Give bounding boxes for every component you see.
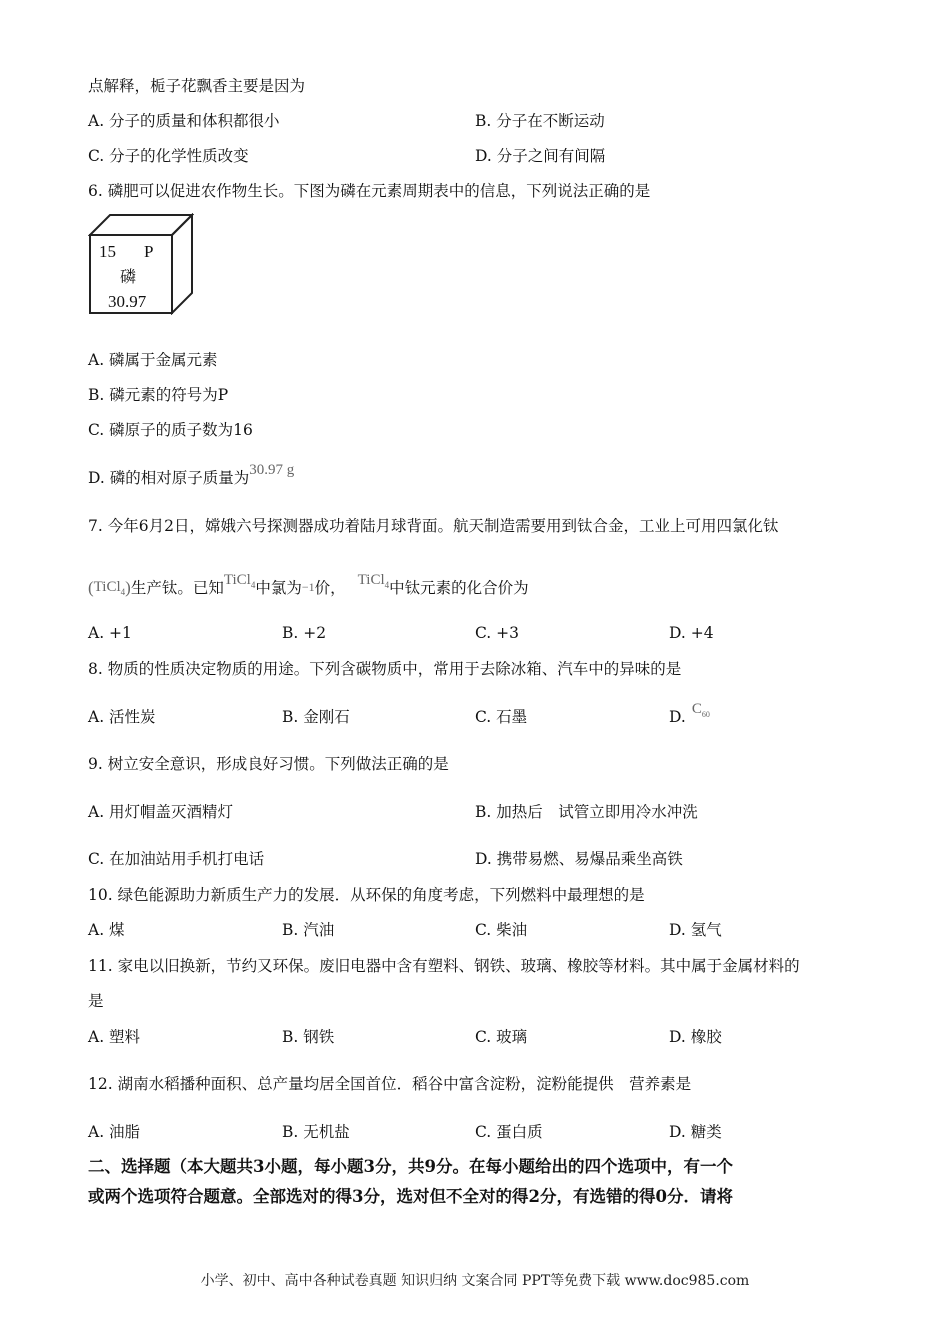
q7-option-b: B. +2 xyxy=(282,624,327,642)
q7-paren-close: ) xyxy=(125,578,131,597)
q8-option-b: B. 金刚石 xyxy=(282,708,350,726)
q11-option-a: A. 塑料 xyxy=(88,1028,141,1046)
question-11-stem-line2: 是 xyxy=(88,992,104,1010)
q8-option-d-label: D. xyxy=(669,708,686,726)
q7-text-1: 生产钛。已知 xyxy=(130,579,224,597)
section-2-heading-line1: 二、选择题（本大题共3小题，每小题3分，共9分。在每小题给出的四个选项中，有一个 xyxy=(88,1157,733,1176)
q7-formula-1-text: TiCl xyxy=(93,579,121,595)
q7-option-d: D. +4 xyxy=(669,624,714,642)
q6-option-d-value: 30.97 g xyxy=(249,462,295,478)
q11-option-d: D. 橡胶 xyxy=(669,1028,722,1046)
q7-formula-1-sub: 4 xyxy=(120,587,126,597)
q7-text-3: 价， xyxy=(314,579,346,597)
question-6-stem: 6. 磷肥可以促进农作物生长。下图为磷在元素周期表中的信息，下列说法正确的是 xyxy=(88,182,651,200)
question-12-stem: 12. 湖南水稻播种面积、总产量均居全国首位．稻谷中富含淀粉，淀粉能提供 营养素是 xyxy=(88,1075,692,1093)
q7-formula-3 xyxy=(358,572,389,588)
q9-option-d: D. 携带易燃、易爆品乘坐高铁 xyxy=(475,850,683,868)
element-symbol: P xyxy=(144,242,154,261)
element-card-cube xyxy=(88,213,194,315)
q7-formula-2-sub: 4 xyxy=(250,580,256,590)
q6-option-b: B. 磷元素的符号为P xyxy=(88,386,229,404)
q8-option-d-formula-sub: 60 xyxy=(701,710,710,719)
q12-option-a: A. 油脂 xyxy=(88,1123,141,1141)
q8-option-d xyxy=(669,701,710,734)
question-7-stem-line2 xyxy=(88,572,529,604)
q9-option-b: B. 加热后 试管立即用冷水冲洗 xyxy=(475,803,698,821)
question-8-stem: 8. 物质的性质决定物质的用途。下列含碳物质中，常用于去除冰箱、汽车中的异味的是 xyxy=(88,660,682,678)
question-11-stem-line1: 11. 家电以旧换新，节约又环保。废旧电器中含有塑料、钢铁、玻璃、橡胶等材料。其中属于金属材料的 xyxy=(88,957,800,975)
question-5-stem-tail: 点解释，栀子花飘香主要是因为 xyxy=(88,77,306,95)
q7-text-2: 中氯为 xyxy=(255,579,302,597)
q10-option-b: B. 汽油 xyxy=(282,921,335,939)
q7-option-a: A. +1 xyxy=(88,624,132,642)
q7-option-c: C. +3 xyxy=(475,624,520,642)
q12-option-d: D. 糖类 xyxy=(669,1123,722,1141)
q11-option-b: B. 钢铁 xyxy=(282,1028,335,1046)
q10-option-d: D. 氢气 xyxy=(669,921,722,939)
q7-formula-1 xyxy=(94,579,125,595)
q7-formula-3-text: TiCl xyxy=(357,572,385,588)
q6-option-d-text: D. 磷的相对原子质量为 xyxy=(88,469,250,487)
question-7-stem-line1: 7. 今年6月2日，嫦娥六号探测器成功着陆月球背面。航天制造需要用到钛合金，工业上可用四氯化钛 xyxy=(88,517,779,535)
q5-option-a: A. 分子的质量和体积都很小 xyxy=(88,112,280,130)
q12-option-b: B. 无机盐 xyxy=(282,1123,350,1141)
q6-option-c: C. 磷原子的质子数为16 xyxy=(88,421,253,439)
q6-option-a: A. 磷属于金属元素 xyxy=(88,351,218,369)
q7-text-4: 中钛元素的化合价为 xyxy=(389,579,529,597)
q8-option-a: A. 活性炭 xyxy=(88,708,156,726)
q7-paren-open: ( xyxy=(88,578,94,597)
element-atomic-mass: 30.97 xyxy=(108,292,147,311)
q8-option-d-formula-text: C xyxy=(691,701,702,717)
question-9-stem: 9. 树立安全意识，形成良好习惯。下列做法正确的是 xyxy=(88,755,449,773)
q7-formula-2-text: TiCl xyxy=(223,572,251,588)
q7-formula-3-sub: 4 xyxy=(384,580,390,590)
q7-formula-2 xyxy=(224,572,255,588)
question-10-stem: 10. 绿色能源助力新质生产力的发展．从环保的角度考虑，下列燃料中最理想的是 xyxy=(88,886,645,904)
page-footer: 小学、初中、高中各种试卷真题 知识归纳 文案合同 PPT等免费下载 www.doc985.com xyxy=(200,1273,750,1289)
element-name: 磷 xyxy=(120,267,137,286)
q12-option-c: C. 蛋白质 xyxy=(475,1123,543,1141)
q9-option-a: A. 用灯帽盖灭酒精灯 xyxy=(88,803,234,821)
q8-option-d-formula xyxy=(692,701,710,717)
q10-option-c: C. 柴油 xyxy=(475,921,528,939)
q9-option-c: C. 在加油站用手机打电话 xyxy=(88,850,265,868)
q7-valence: −1 xyxy=(301,580,315,594)
q11-option-c: C. 玻璃 xyxy=(475,1028,528,1046)
phosphorus-element-card xyxy=(88,213,194,315)
element-atomic-number: 15 xyxy=(99,242,116,261)
q5-option-b: B. 分子在不断运动 xyxy=(475,112,605,130)
q6-option-d xyxy=(88,462,295,489)
q8-option-c: C. 石墨 xyxy=(475,708,528,726)
q10-option-a: A. 煤 xyxy=(88,921,125,939)
section-2-heading-line2: 或两个选项符合题意。全部选对的得3分，选对但不全对的得2分，有选错的得0分．请将 xyxy=(88,1187,733,1206)
q5-option-d: D. 分子之间有间隔 xyxy=(475,147,606,165)
q5-option-c: C. 分子的化学性质改变 xyxy=(88,147,249,165)
